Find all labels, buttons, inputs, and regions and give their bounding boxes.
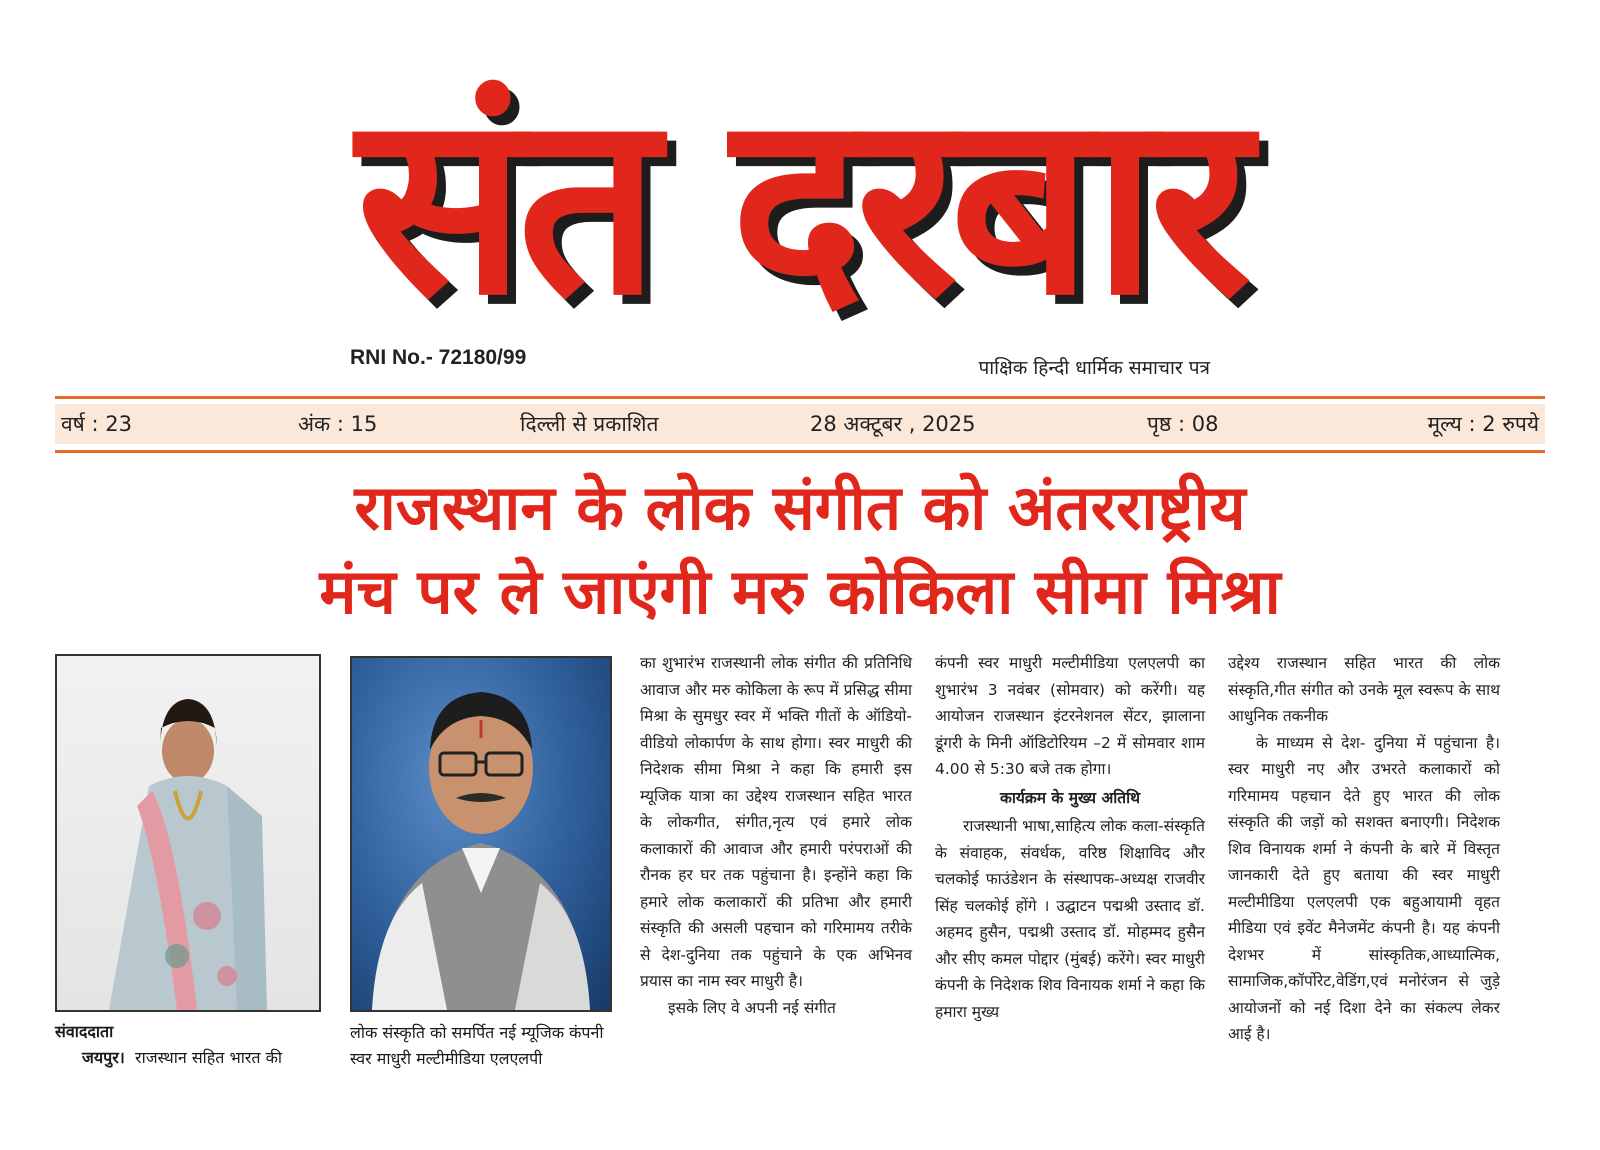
info-bar (55, 404, 1545, 444)
article-paragraph: का शुभारंभ राजस्थानी लोक संगीत की प्रतिनिधि आवाज और मरु कोकिला के रूप में प्रसिद्ध सीमा मिश्रा के सुमधुर स्वर में भक्ति गीतों के ऑडियो-वीडियो लोकार्पण के साथ होगा। स्वर माधुरी की निदेशक सीमा मिश्रा ने कहा कि हमारी इस म्यूजिक यात्रा का उद्देश्य राजस्थान सहित भारत के लोकगीत, संगीत,नृत्य एवं हमारे लोक कलाकारों की आवाज और हमारी परंपराओं की रौनक हर घर तक पहुंचाना है। इन्होंने कहा कि हमारे लोक कलाकारों की प्रतिभा और हमारी संस्कृति की असली पहचान को गरिमामय तरीके से देश-दुनिया तक पहुंचाने के एक अभिनव प्रयास का नाम स्वर माधुरी है। (640, 654, 912, 990)
dateline-text: राजस्थान सहित भारत की (135, 1048, 283, 1067)
publication-place: दिल्ली से प्रकाशित (520, 412, 659, 436)
price: मूल्य : 2 रुपये (1427, 412, 1539, 436)
photo-shiv-vinayak-sharma (350, 656, 612, 1012)
info-bar-top-rule (55, 396, 1545, 399)
photo-caption: लोक संस्कृति को समर्पित नई म्यूजिक कंपनी स्वर माधुरी मल्टीमीडिया एलएलपी (350, 1023, 604, 1068)
headline-line-1: राजस्थान के लोक संगीत को अंतरराष्ट्रीय (354, 471, 1246, 544)
issue-number: अंक : 15 (298, 412, 378, 436)
article-column-2 (935, 650, 1205, 1025)
issue-date: 28 अक्टूबर , 2025 (810, 412, 976, 436)
info-bar-bottom-rule (55, 450, 1545, 453)
rni-number: RNI No.- 72180/99 (350, 346, 527, 369)
dateline (82, 1046, 282, 1068)
article-paragraph: के माध्यम से देश- दुनिया में पहुंचाना है। स्वर माधुरी नए और उभरते कलाकारों को गरिमामय पहचान देते हुए भारत की लोक संस्कृति की जड़ों को सशक्त बनाएगी। निदेशक शिव विनायक शर्मा ने कंपनी के बारे में विस्तृत जानकारी देते हुए बताया की स्वर माधुरी मल्टीमीडिया एलएलपी एक बहुआयामी वृहत मीडिया एवं इवेंट मैनेजमेंट कंपनी है। यह कंपनी देशभर में सांस्कृतिक,आध्यात्मिक, सामाजिक,कॉर्पोरेट,वेडिंग,एवं मनोरंजन से जुड़े आयोजनों को नई दिशा देने का संकल्प लेकर आई है। (1228, 733, 1500, 1043)
article-paragraph: कंपनी स्वर माधुरी मल्टीमीडिया एलएलपी का शुभारंभ 3 नवंबर (सोमवार) को करेंगी। यह आयोजन राजस्थान इंटरनेशनल सेंटर, झालाना डूंगरी के मिनी ऑडिटोरियम –2 में सोमवार शाम 4.00 से 5:30 बजे तक होगा। (935, 654, 1205, 778)
dateline-place: जयपुर। (82, 1048, 125, 1067)
page-count: पृष्ठ : 08 (1147, 412, 1219, 436)
article-column-3 (1228, 650, 1500, 1048)
masthead-tagline: पाक्षिक हिन्दी धार्मिक समाचार पत्र (978, 357, 1210, 379)
issue-year: वर्ष : 23 (61, 412, 132, 436)
article-subheading: कार्यक्रम के मुख्य अतिथि (999, 788, 1141, 807)
headline-line-2: मंच पर ले जाएंगी मरु कोकिला सीमा मिश्रा (319, 555, 1281, 628)
article-column-1 (640, 650, 912, 1021)
article-paragraph: इसके लिए वे अपनी नई संगीत (668, 998, 836, 1017)
photo-seema-mishra (55, 654, 321, 1012)
masthead-title: संत दरबार (356, 59, 1244, 350)
article-paragraph: राजस्थानी भाषा,साहित्य लोक कला-संस्कृति के संवाहक, संवर्धक, वरिष्ठ शिक्षाविद और चलकोई फाउंडेशन के संस्थापक-अध्यक्ष राजवीर सिंह चलकोई होंगे । उद्घाटन पद्मश्री उस्ताद डॉ. अहमद हुसैन, पद्मश्री उस्ताद डॉ. मोहम्मद हुसैन और सीए कमल पोद्दार (मुंबई) करेंगे। स्वर माधुरी कंपनी के निदेशक शिव विनायक शर्मा ने कहा कि हमारा मुख्य (935, 817, 1205, 1021)
byline-label: संवाददाता (55, 1022, 114, 1041)
article-paragraph: उद्देश्य राजस्थान सहित भारत की लोक संस्कृति,गीत संगीत को उनके मूल स्वरूप के साथ आधुनिक तकनीक (1228, 654, 1500, 725)
